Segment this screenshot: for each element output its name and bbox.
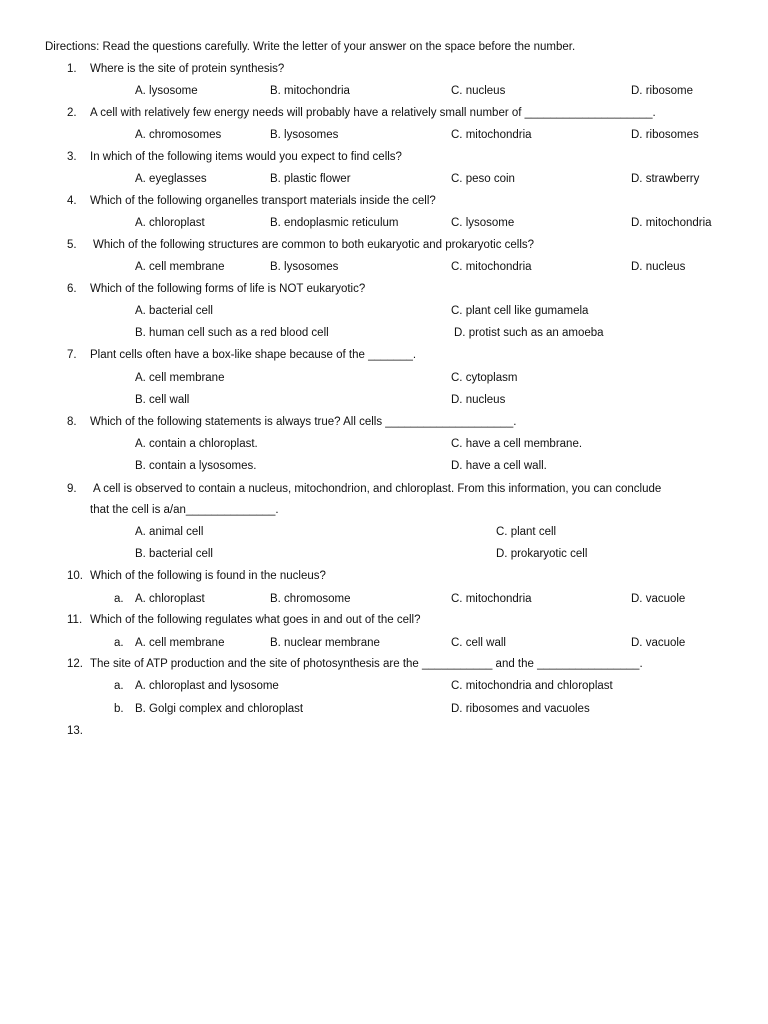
answer-choice: D. nucleus	[451, 394, 506, 406]
answer-choice: A. animal cell	[135, 526, 204, 538]
answer-choice: A. bacterial cell	[135, 305, 213, 317]
answer-choice: D. ribosomes	[631, 129, 699, 141]
question-text: Which of the following statements is always true? All cells ____________________.	[90, 416, 517, 428]
answer-choice: C. mitochondria	[451, 261, 532, 273]
answer-choice: D. vacuole	[631, 593, 686, 605]
question-text: The site of ATP production and the site of photosynthesis are the ___________ and the ________________.	[90, 658, 643, 670]
question-text: Which of the following is found in the nucleus?	[90, 570, 326, 582]
question-number: 7.	[67, 349, 77, 361]
question-number: 12.	[67, 658, 83, 670]
answer-choice: D. vacuole	[631, 637, 686, 649]
question-number: 1.	[67, 63, 77, 75]
answer-choice: A. cell membrane	[135, 637, 225, 649]
answer-choice: B. cell wall	[135, 394, 190, 406]
question-text: Which of the following structures are common to both eukaryotic and prokaryotic cells?	[93, 239, 535, 251]
question-number: 6.	[67, 283, 77, 295]
answer-choice: C. mitochondria	[451, 593, 532, 605]
answer-choice: C. cytoplasm	[451, 372, 518, 384]
sub-list-letter: a.	[114, 637, 124, 649]
directions: Directions: Read the questions carefully. Write the letter of your answer on the space before the number.	[45, 41, 576, 53]
answer-choice: C. nucleus	[451, 85, 506, 97]
question-number: 2.	[67, 107, 77, 119]
question-number: 3.	[67, 151, 77, 163]
answer-choice: A. eyeglasses	[135, 173, 207, 185]
sub-list-letter: a.	[114, 593, 124, 605]
answer-choice: C. plant cell like gumamela	[451, 305, 589, 317]
answer-choice: C. mitochondria	[451, 129, 532, 141]
answer-choice: B. contain a lysosomes.	[135, 460, 257, 472]
answer-choice: A. lysosome	[135, 85, 198, 97]
question-number: 11.	[67, 614, 83, 626]
question-text: In which of the following items would you expect to find cells?	[90, 151, 402, 163]
answer-choice: D. ribosomes and vacuoles	[451, 703, 590, 715]
answer-choice: A. cell membrane	[135, 261, 225, 273]
answer-choice: A. chloroplast and lysosome	[135, 680, 279, 692]
question-number: 9.	[67, 483, 77, 495]
question-text: A cell with relatively few energy needs will probably have a relatively small number of ____________________.	[90, 107, 656, 119]
question-text-continued: that the cell is a/an______________.	[90, 504, 279, 516]
question-text: Which of the following regulates what goes in and out of the cell?	[90, 614, 421, 626]
answer-choice: D. strawberry	[631, 173, 700, 185]
answer-choice: B. chromosome	[270, 593, 351, 605]
answer-choice: B. nuclear membrane	[270, 637, 380, 649]
answer-choice: C. plant cell	[496, 526, 557, 538]
answer-choice: B. endoplasmic reticulum	[270, 217, 399, 229]
answer-choice: B. mitochondria	[270, 85, 350, 97]
question-number: 8.	[67, 416, 77, 428]
answer-choice: B. bacterial cell	[135, 548, 213, 560]
answer-choice: A. cell membrane	[135, 372, 225, 384]
question-number: 13.	[67, 725, 83, 737]
answer-choice: B. lysosomes	[270, 261, 339, 273]
answer-choice: D. protist such as an amoeba	[454, 327, 604, 339]
question-number: 10.	[67, 570, 83, 582]
answer-choice: D. have a cell wall.	[451, 460, 547, 472]
answer-choice: B. Golgi complex and chloroplast	[135, 703, 304, 715]
answer-choice: A. chromosomes	[135, 129, 222, 141]
answer-choice: C. mitochondria and chloroplast	[451, 680, 613, 692]
question-text: Where is the site of protein synthesis?	[90, 63, 285, 75]
answer-choice: C. have a cell membrane.	[451, 438, 583, 450]
question-text: Which of the following forms of life is NOT eukaryotic?	[90, 283, 366, 295]
question-text: Plant cells often have a box-like shape because of the _______.	[90, 349, 417, 361]
answer-choice: D. ribosome	[631, 85, 693, 97]
sub-list-letter: a.	[114, 680, 124, 692]
question-text: A cell is observed to contain a nucleus, mitochondrion, and chloroplast. From this information, you can conclude	[93, 483, 662, 495]
answer-choice: B. lysosomes	[270, 129, 339, 141]
answer-choice: B. human cell such as a red blood cell	[135, 327, 329, 339]
answer-choice: A. chloroplast	[135, 593, 205, 605]
question-number: 5.	[67, 239, 77, 251]
sub-list-letter: b.	[114, 703, 124, 715]
answer-choice: A. contain a chloroplast.	[135, 438, 258, 450]
answer-choice: A. chloroplast	[135, 217, 205, 229]
answer-choice: C. cell wall	[451, 637, 506, 649]
answer-choice: C. peso coin	[451, 173, 515, 185]
answer-choice: D. nucleus	[631, 261, 686, 273]
answer-choice: B. plastic flower	[270, 173, 351, 185]
question-text: Which of the following organelles transport materials inside the cell?	[90, 195, 436, 207]
question-number: 4.	[67, 195, 77, 207]
answer-choice: D. prokaryotic cell	[496, 548, 588, 560]
answer-choice: C. lysosome	[451, 217, 515, 229]
answer-choice: D. mitochondria	[631, 217, 712, 229]
